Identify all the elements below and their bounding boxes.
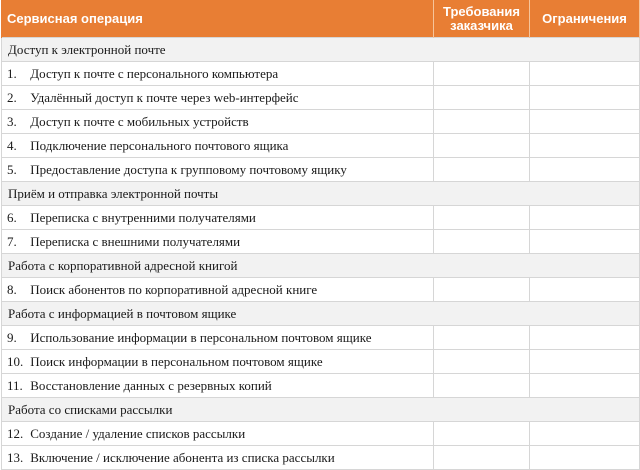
table-row [2,110,640,134]
section-row [2,182,640,206]
table-row [2,446,640,470]
customer-requirements-cell[interactable] [434,230,530,254]
item-label: Поиск абонентов по корпоративной адресной книге [30,281,318,297]
table-row [2,350,640,374]
customer-requirements-cell[interactable] [434,350,530,374]
table-row [2,134,640,158]
item-label: Доступ к почте с мобильных устройств [30,113,249,129]
item-number: 8. [7,281,17,297]
section-row [2,38,640,62]
section-label: Работа с информацией в почтовом ящике [2,302,640,326]
section-row [2,302,640,326]
operation-cell [2,446,434,470]
table-header-row [2,0,640,38]
section-label: Работа с корпоративной адресной книгой [2,254,640,278]
operation-cell [2,422,434,446]
table-row [2,278,640,302]
section-label: Приём и отправка электронной почты [2,182,640,206]
customer-requirements-cell[interactable] [434,374,530,398]
restrictions-cell[interactable] [530,422,640,446]
customer-requirements-cell[interactable] [434,422,530,446]
table-row [2,230,640,254]
operation-cell [2,110,434,134]
restrictions-cell[interactable] [530,446,640,470]
customer-requirements-cell[interactable] [434,86,530,110]
restrictions-cell[interactable] [530,374,640,398]
item-label: Включение / исключение абонента из списка рассылки [30,449,335,465]
operation-cell [2,230,434,254]
item-number: 13. [7,449,24,465]
customer-requirements-cell[interactable] [434,134,530,158]
restrictions-cell[interactable] [530,278,640,302]
restrictions-cell[interactable] [530,158,640,182]
item-label: Подключение персонального почтового ящика [30,137,289,153]
item-label: Доступ к почте с персонального компьютера [30,65,279,81]
header-customer-requirements: Требования заказчика [434,0,530,38]
restrictions-cell[interactable] [530,62,640,86]
item-label: Переписка с внешними получателями [30,233,241,249]
customer-requirements-cell[interactable] [434,110,530,134]
operation-cell [2,350,434,374]
table-row [2,326,640,350]
item-label: Восстановление данных с резервных копий [30,377,272,393]
item-number: 5. [7,161,17,177]
item-label: Создание / удаление списков рассылки [30,425,246,441]
item-number: 1. [7,65,17,81]
item-label: Предоставление доступа к групповому почтовому ящику [30,161,347,177]
section-row [2,398,640,422]
restrictions-cell[interactable] [530,134,640,158]
restrictions-cell[interactable] [530,110,640,134]
restrictions-cell[interactable] [530,230,640,254]
item-label: Поиск информации в персональном почтовом ящике [30,353,323,369]
customer-requirements-cell[interactable] [434,206,530,230]
item-number: 7. [7,233,17,249]
service-operations-table [1,0,640,470]
operation-cell [2,158,434,182]
item-number: 3. [7,113,17,129]
section-label: Доступ к электронной почте [2,38,640,62]
item-number: 2. [7,89,17,105]
item-number: 9. [7,329,17,345]
operation-cell [2,206,434,230]
item-number: 10. [7,353,24,369]
operation-cell [2,374,434,398]
table-row [2,206,640,230]
customer-requirements-cell[interactable] [434,326,530,350]
item-number: 6. [7,209,17,225]
operation-cell [2,326,434,350]
header-restrictions: Ограничения [530,0,640,38]
item-label: Переписка с внутренними получателями [30,209,256,225]
table-row [2,62,640,86]
customer-requirements-cell[interactable] [434,62,530,86]
item-label: Использование информации в персональном почтовом ящике [30,329,372,345]
section-label: Работа со списками рассылки [2,398,640,422]
operation-cell [2,278,434,302]
table-row [2,422,640,446]
restrictions-cell[interactable] [530,86,640,110]
customer-requirements-cell[interactable] [434,158,530,182]
restrictions-cell[interactable] [530,326,640,350]
customer-requirements-cell[interactable] [434,446,530,470]
header-service-operation: Сервисная операция [2,0,434,38]
table-row [2,374,640,398]
operation-cell [2,86,434,110]
operation-cell [2,62,434,86]
item-number: 11. [7,377,23,393]
item-number: 4. [7,137,17,153]
section-row [2,254,640,278]
restrictions-cell[interactable] [530,350,640,374]
item-number: 12. [7,425,24,441]
table-row [2,158,640,182]
customer-requirements-cell[interactable] [434,278,530,302]
table-body [2,38,640,470]
operation-cell [2,134,434,158]
item-label: Удалённый доступ к почте через web-интерфейс [30,89,299,105]
restrictions-cell[interactable] [530,206,640,230]
table-row [2,86,640,110]
